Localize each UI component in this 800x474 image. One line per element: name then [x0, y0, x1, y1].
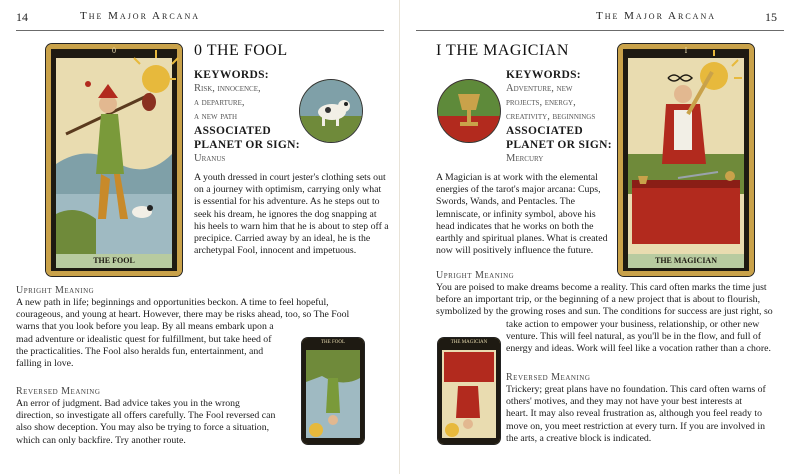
magician-card: [618, 44, 754, 276]
text-line: A new path in life; beginnings and opportunities beckon. A time to feel hopeful,: [16, 297, 329, 308]
text-line: direction, so investigate all offers carefully. The Fool reversed can: [16, 410, 276, 422]
fool-reversed-art: [302, 338, 364, 444]
card-number: 0: [112, 46, 116, 55]
text-line: Trickery; great plans have no foundation. This card often warns of: [506, 384, 766, 395]
text-line: heart. It may also reveal frustration as, although you feel ready to: [506, 408, 762, 420]
keyword-line: a new path: [194, 111, 238, 122]
text-line: courageous, and young at heart. However, there may be risks ahead, too, so The Fool: [16, 309, 350, 321]
card-caption: THE FOOL: [93, 256, 135, 265]
text-line: the practicalities. The Fool also heralds fun, entertainment, and: [16, 345, 264, 357]
assoc-heading: PLANET OR SIGN:: [194, 139, 300, 151]
header-rule: [16, 30, 384, 31]
assoc-value: Uranus: [194, 153, 226, 164]
card-title: 0 THE FOOL: [194, 42, 288, 59]
reversed-heading: Reversed Meaning: [16, 386, 101, 397]
card-caption: THE MAGICIAN: [654, 256, 717, 265]
running-head: The Major Arcana: [80, 10, 201, 22]
keywords-heading: KEYWORDS:: [194, 69, 269, 81]
text-line: You are poised to make dreams become a reality. This card often marks the time just: [436, 282, 767, 293]
text-line: the arts, a creative block is indicated.: [506, 432, 652, 444]
text-line: take action to empower your business, relationship, or other new: [506, 318, 760, 330]
keywords-block: [506, 68, 612, 166]
dog-detail-circle: [300, 80, 362, 142]
keyword-line: a departure,: [194, 97, 245, 108]
magician-reversed-card: [438, 338, 500, 444]
card-number: I: [684, 46, 688, 55]
text-line: mad adventure or idealistic quest for fulfillment, but take heed of: [16, 333, 272, 345]
magician-card-art: [618, 44, 754, 276]
page-number: 15: [765, 10, 777, 24]
card-description: A youth dressed in court jester's clothing sets out on a journey with optimism, carrying only what is essential for his adventure. As he steps out to seek his dream, he ignores the dog snapping at his heels to warn him that he is about to step off a precipice. Carried away by an ideal, he is the archetypal Fool, innocent and impetuous.: [194, 172, 389, 257]
keywords-heading: KEYWORDS:: [506, 69, 581, 81]
assoc-heading: PLANET OR SIGN:: [506, 139, 612, 151]
small-card-caption: THE MAGICIAN: [450, 340, 488, 345]
text-line: energy and ideas. Work will feel like a vocation rather than a chore.: [506, 343, 771, 355]
cup-detail-art: [438, 80, 500, 142]
text-line: before an important trip, or the beginning of a new project that is about to flourish,: [436, 294, 761, 306]
assoc-heading: ASSOCIATED: [506, 125, 583, 137]
keyword-line: Adventure, new: [506, 83, 573, 94]
upright-heading: Upright Meaning: [16, 285, 95, 296]
small-card-caption: THE FOOL: [320, 340, 346, 345]
assoc-heading: ASSOCIATED: [194, 125, 271, 137]
keywords-block: [194, 68, 300, 166]
reversed-heading: Reversed Meaning: [506, 372, 591, 383]
fool-reversed-card: [302, 338, 364, 444]
page-number: 14: [16, 10, 28, 24]
text-line: venture. This will feel natural, as you'll be in the flow, and full of: [506, 330, 762, 342]
card-title: I THE MAGICIAN: [436, 42, 569, 59]
assoc-value: Mercury: [506, 153, 544, 164]
text-line: which can only backfire. Try another route.: [16, 434, 186, 446]
text-line: symbolized by the growing roses and sun. The conditions for success are just right, so: [436, 306, 773, 318]
running-head: The Major Arcana: [596, 10, 717, 22]
card-description: A Magician is at work with the elemental energies of the tarot's major arcana: Cups, Swords, Wands, and Pentacles. The lemniscate, or infinity symbol, above his head indicates that he works on both the earthly and spiritual planes. What is created now will positively influence the future.: [436, 172, 608, 257]
text-line: falling in love.: [16, 358, 74, 370]
reversed-text: [506, 384, 796, 445]
text-line: others' motives, and they may not have your best interests at: [506, 396, 743, 408]
right-page: [400, 0, 800, 474]
keyword-line: Risk, innocence,: [194, 83, 261, 94]
text-line: move on, you meet restriction at every turn. If you are involved in: [506, 420, 765, 432]
fool-card-art: [46, 44, 182, 276]
header-rule: [416, 30, 784, 31]
dog-detail-art: [300, 80, 362, 142]
upright-heading: Upright Meaning: [436, 270, 515, 281]
keyword-line: creativity, beginnings: [506, 111, 596, 122]
magician-reversed-art: [438, 338, 500, 444]
reversed-text: [16, 398, 306, 447]
fool-card: [46, 44, 182, 276]
text-line: warns that you look before you leap. By all means embark upon a: [16, 321, 274, 333]
keyword-line: projects, energy,: [506, 97, 576, 108]
text-line: An error of judgment. Bad advice takes you in the wrong: [16, 398, 240, 409]
text-line: also show deception. You may also be trying to force a situation,: [16, 422, 270, 434]
cup-detail-circle: [438, 80, 500, 142]
